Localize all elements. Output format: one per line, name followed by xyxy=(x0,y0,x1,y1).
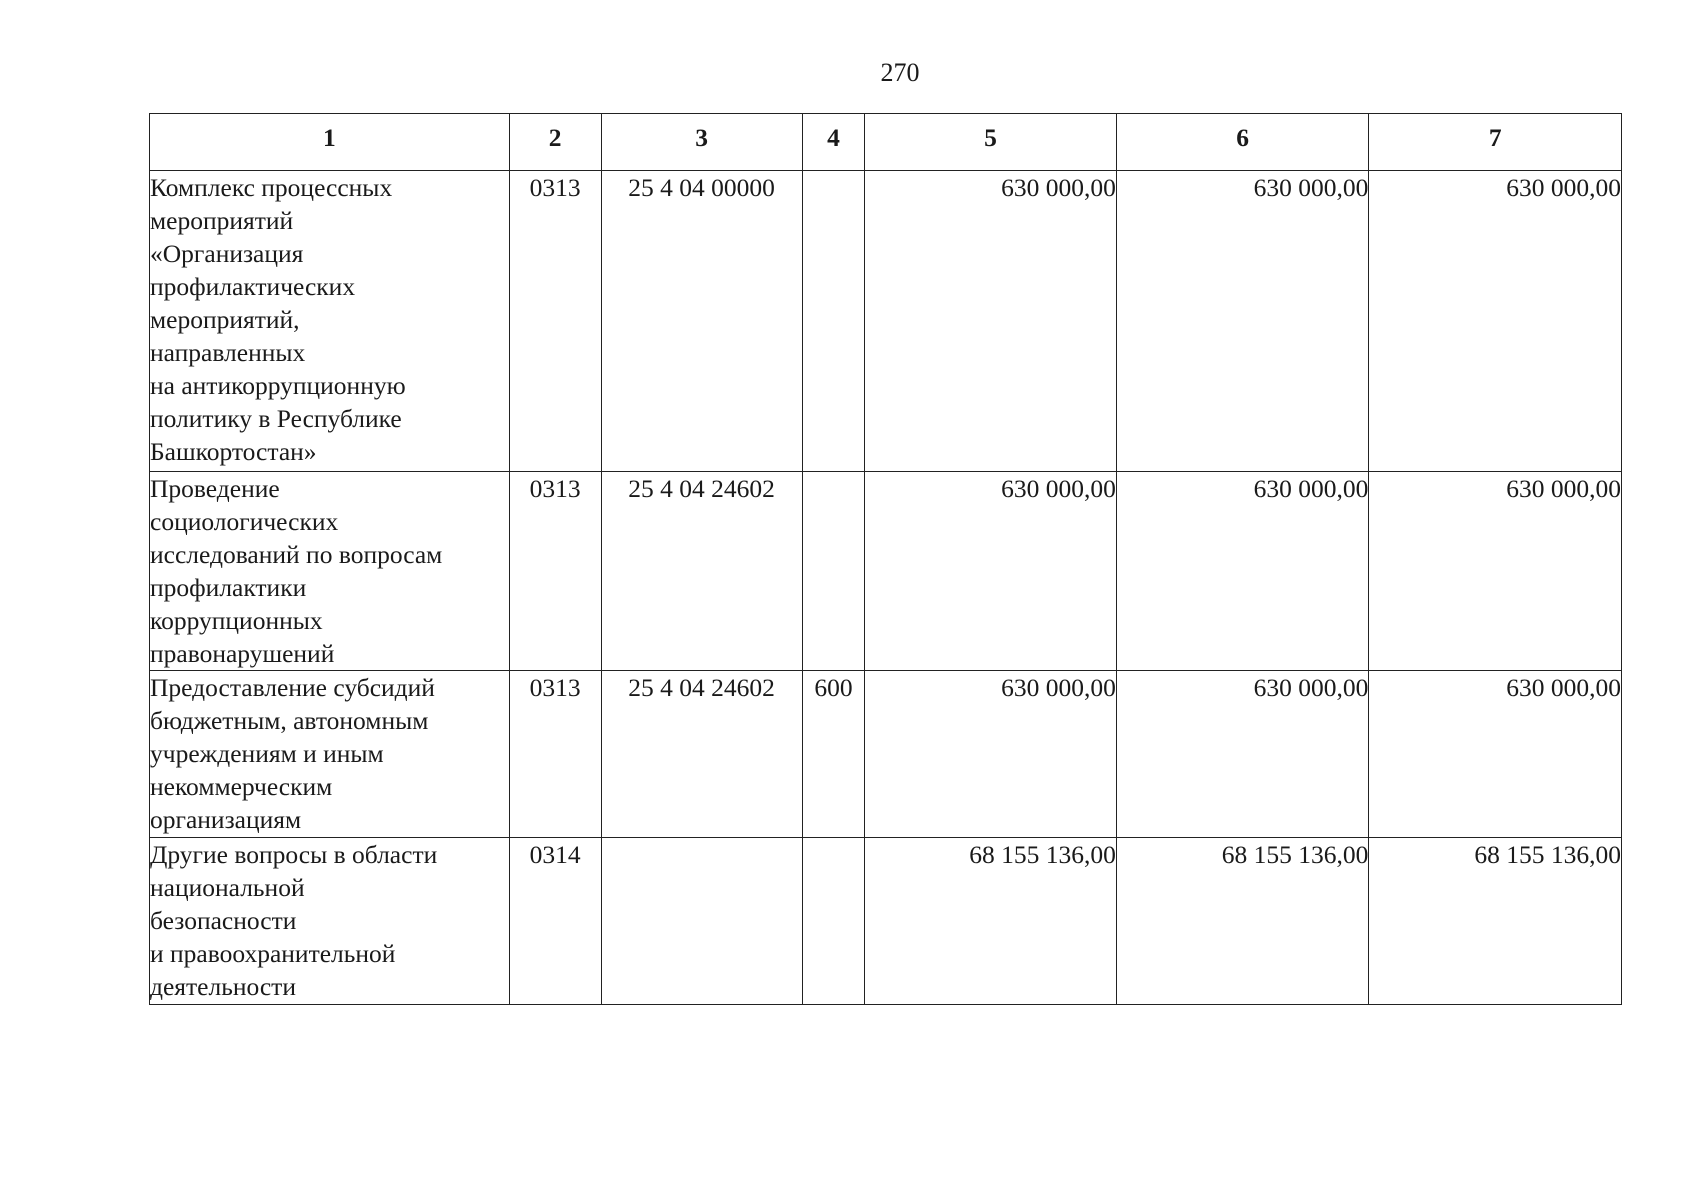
target-code-cell: 25 4 04 00000 xyxy=(601,171,802,472)
name-line: мероприятий xyxy=(150,206,294,235)
name-line: «Организация xyxy=(150,239,304,268)
name-line: деятельности xyxy=(150,972,296,1001)
name-line: Проведение xyxy=(150,474,280,503)
expense-type-cell: 600 xyxy=(802,671,865,838)
expense-type-cell xyxy=(802,472,865,671)
expense-type-cell xyxy=(802,838,865,1005)
row-name-cell xyxy=(150,838,510,1005)
row-name-cell xyxy=(150,171,510,472)
amount-col7-cell: 68 155 136,00 xyxy=(1369,838,1622,1005)
column-header-3: 3 xyxy=(601,114,802,171)
name-line: бюджетным, автономным xyxy=(150,706,429,735)
table-row xyxy=(150,671,1622,838)
name-line: мероприятий, xyxy=(150,305,300,334)
name-line: профилактики xyxy=(150,573,307,602)
table-row xyxy=(150,171,1622,472)
amount-col5-cell: 68 155 136,00 xyxy=(865,838,1117,1005)
amount-col7-cell: 630 000,00 xyxy=(1369,171,1622,472)
section-code-cell: 0314 xyxy=(509,838,601,1005)
name-line: Комплекс процессных xyxy=(150,173,393,202)
amount-col5-cell: 630 000,00 xyxy=(865,671,1117,838)
name-line: профилактических xyxy=(150,272,356,301)
section-code-cell: 0313 xyxy=(509,671,601,838)
budget-table xyxy=(149,113,1622,1005)
name-line: национальной xyxy=(150,873,305,902)
column-header-1: 1 xyxy=(150,114,510,171)
amount-col7-cell: 630 000,00 xyxy=(1369,472,1622,671)
name-line: учреждениям и иным xyxy=(150,739,384,768)
expense-type-cell xyxy=(802,171,865,472)
table-row xyxy=(150,472,1622,671)
column-header-2: 2 xyxy=(509,114,601,171)
column-header-7: 7 xyxy=(1369,114,1622,171)
name-line: некоммерческим xyxy=(150,772,333,801)
row-name-cell xyxy=(150,472,510,671)
name-line: на антикоррупционную xyxy=(150,371,406,400)
column-header-6: 6 xyxy=(1116,114,1369,171)
amount-col5-cell: 630 000,00 xyxy=(865,472,1117,671)
table-row xyxy=(150,838,1622,1005)
amount-col6-cell: 630 000,00 xyxy=(1116,671,1369,838)
name-line: Предоставление субсидий xyxy=(150,673,435,702)
name-line: правонарушений xyxy=(150,639,335,668)
column-header-5: 5 xyxy=(865,114,1117,171)
target-code-cell: 25 4 04 24602 xyxy=(601,472,802,671)
amount-col6-cell: 630 000,00 xyxy=(1116,171,1369,472)
name-line: исследований по вопросам xyxy=(150,540,443,569)
target-code-cell xyxy=(601,838,802,1005)
name-line: безопасности xyxy=(150,906,297,935)
name-line: социологических xyxy=(150,507,339,536)
name-line: политику в Республике xyxy=(150,404,402,433)
name-line: коррупционных xyxy=(150,606,323,635)
header-row xyxy=(150,114,1622,171)
section-code-cell: 0313 xyxy=(509,171,601,472)
amount-col6-cell: 630 000,00 xyxy=(1116,472,1369,671)
section-code-cell: 0313 xyxy=(509,472,601,671)
name-line: Другие вопросы в области xyxy=(150,840,438,869)
name-line: организациям xyxy=(150,805,302,834)
name-line: направленных xyxy=(150,338,306,367)
amount-col7-cell: 630 000,00 xyxy=(1369,671,1622,838)
amount-col5-cell: 630 000,00 xyxy=(865,171,1117,472)
name-line: и правоохранительной xyxy=(150,939,396,968)
target-code-cell: 25 4 04 24602 xyxy=(601,671,802,838)
page-number: 270 xyxy=(880,58,920,87)
row-name-cell xyxy=(150,671,510,838)
column-header-4: 4 xyxy=(802,114,865,171)
name-line: Башкортостан» xyxy=(150,437,317,466)
amount-col6-cell: 68 155 136,00 xyxy=(1116,838,1369,1005)
